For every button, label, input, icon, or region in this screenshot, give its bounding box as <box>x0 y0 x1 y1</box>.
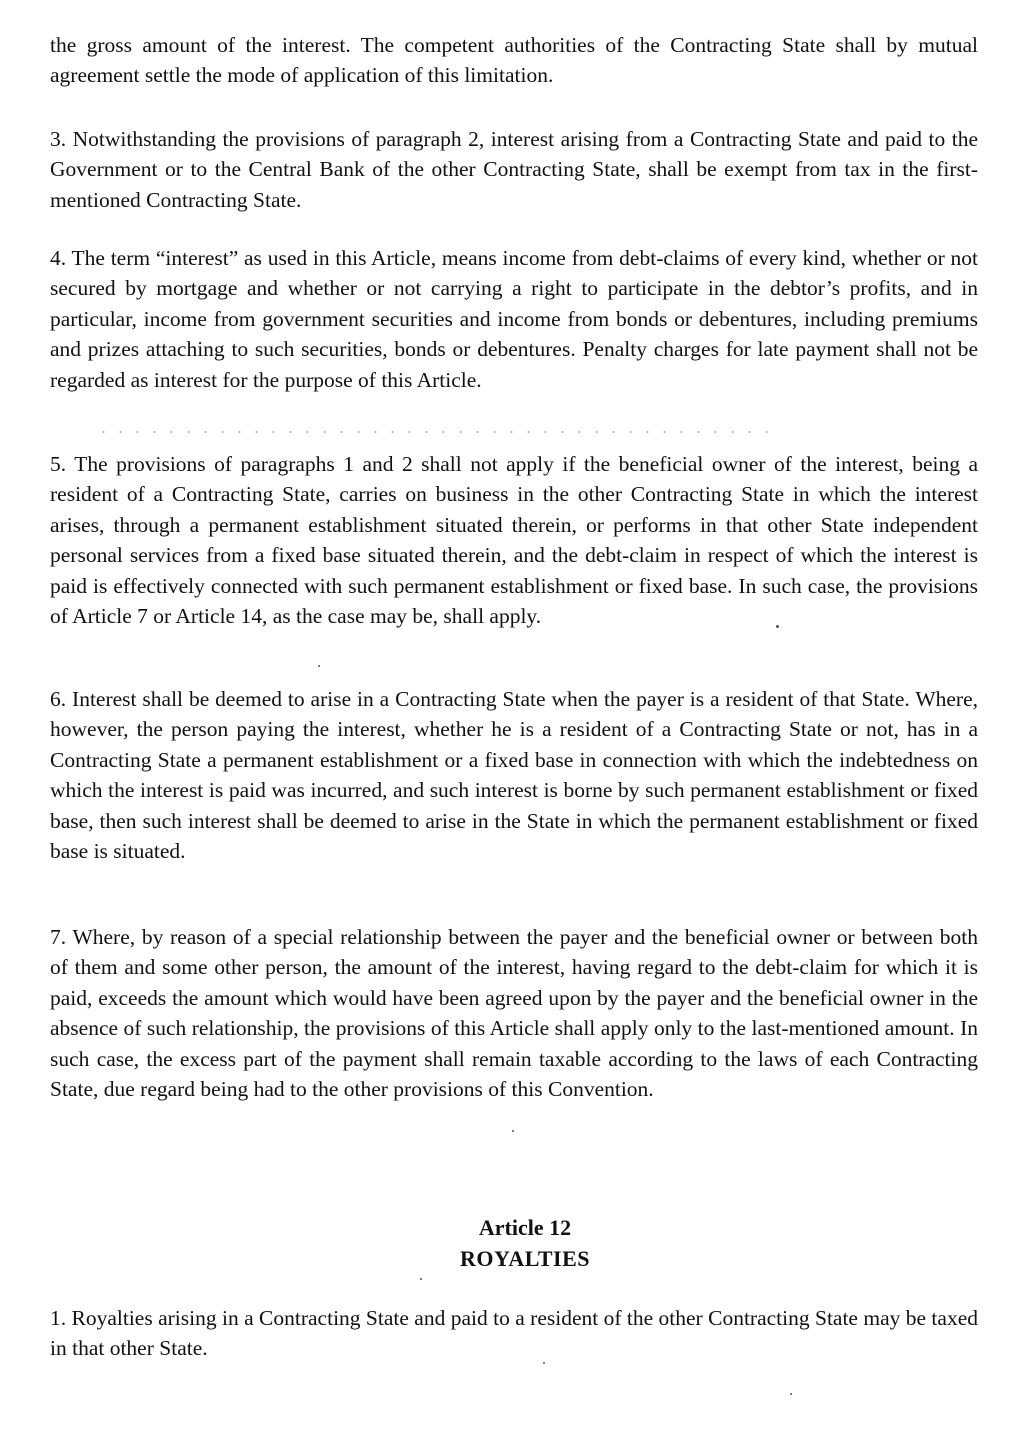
scan-speck <box>776 625 779 628</box>
paragraph-3: 3. Notwithstanding the provisions of paragraph 2, interest arising from a Contracting State and paid to the Government or to the Central Bank of the other Contracting State, shall be exempt from tax in the first-mentioned Contracting State. <box>50 127 978 212</box>
scan-speck <box>543 1362 545 1364</box>
article-number-heading: Article 12 <box>478 1215 572 1240</box>
paragraph-7: 7. Where, by reason of a special relationship between the payer and the beneficial owner or between both of them and some other person, the amount of the interest, having regard to the debt-claim for which it is paid, exceeds the amount which would have been agreed upon by the payer and the beneficial owner in the absence of such relationship, the provisions of this Article shall apply only to the last-mentioned amount. In such case, the excess part of the payment shall remain taxable according to the laws of each Contracting State, due regard being had to the other provisions of this Convention. <box>50 925 978 1102</box>
scan-noise <box>95 430 775 434</box>
scan-speck <box>512 1130 514 1132</box>
paragraph-continuation: the gross amount of the interest. The competent authorities of the Contracting State shall by mutual agreement settle the mode of application of this limitation. <box>50 33 978 88</box>
paragraph-4: 4. The term “interest” as used in this Article, means income from debt-claims of every kind, whether or not secured by mortgage and whether or not carrying a right to participate in the debtor’s profits, and in particular, income from government securities and income from bonds or debentures, including premiums and prizes attaching to such securities, bonds or debentures. Penalty charges for late payment shall not be regarded as interest for the purpose of this Article. <box>50 246 978 392</box>
royalties-paragraph-1: 1. Royalties arising in a Contracting State and paid to a resident of the other Contracting State may be taxed in that other State. <box>50 1306 978 1361</box>
paragraph-6: 6. Interest shall be deemed to arise in a Contracting State when the payer is a resident of that State. Where, however, the person paying the interest, whether he is a resident of a Contracting State or not, has in a Contracting State a permanent establishment or a fixed base in connection with which the indebtedness on which the interest is paid was incurred, and such interest is borne by such permanent establishment or fixed base, then such interest shall be deemed to arise in the State in which the permanent establishment or fixed base is situated. <box>50 687 978 864</box>
paragraph-5: 5. The provisions of paragraphs 1 and 2 shall not apply if the beneficial owner of the interest, being a resident of a Contracting State, carries on business in the other Contracting State in which the interest arises, through a permanent establishment situated therein, or performs in that other State independent personal services from a fixed base situated therein, and the debt-claim in respect of which the interest is paid is effectively connected with such permanent establishment or fixed base. In such case, the provisions of Article 7 or Article 14, as the case may be, shall apply. <box>50 452 978 629</box>
scan-speck <box>420 1278 422 1280</box>
article-title-heading: ROYALTIES <box>459 1246 591 1271</box>
scan-speck <box>790 1393 792 1395</box>
scan-speck <box>318 665 320 667</box>
